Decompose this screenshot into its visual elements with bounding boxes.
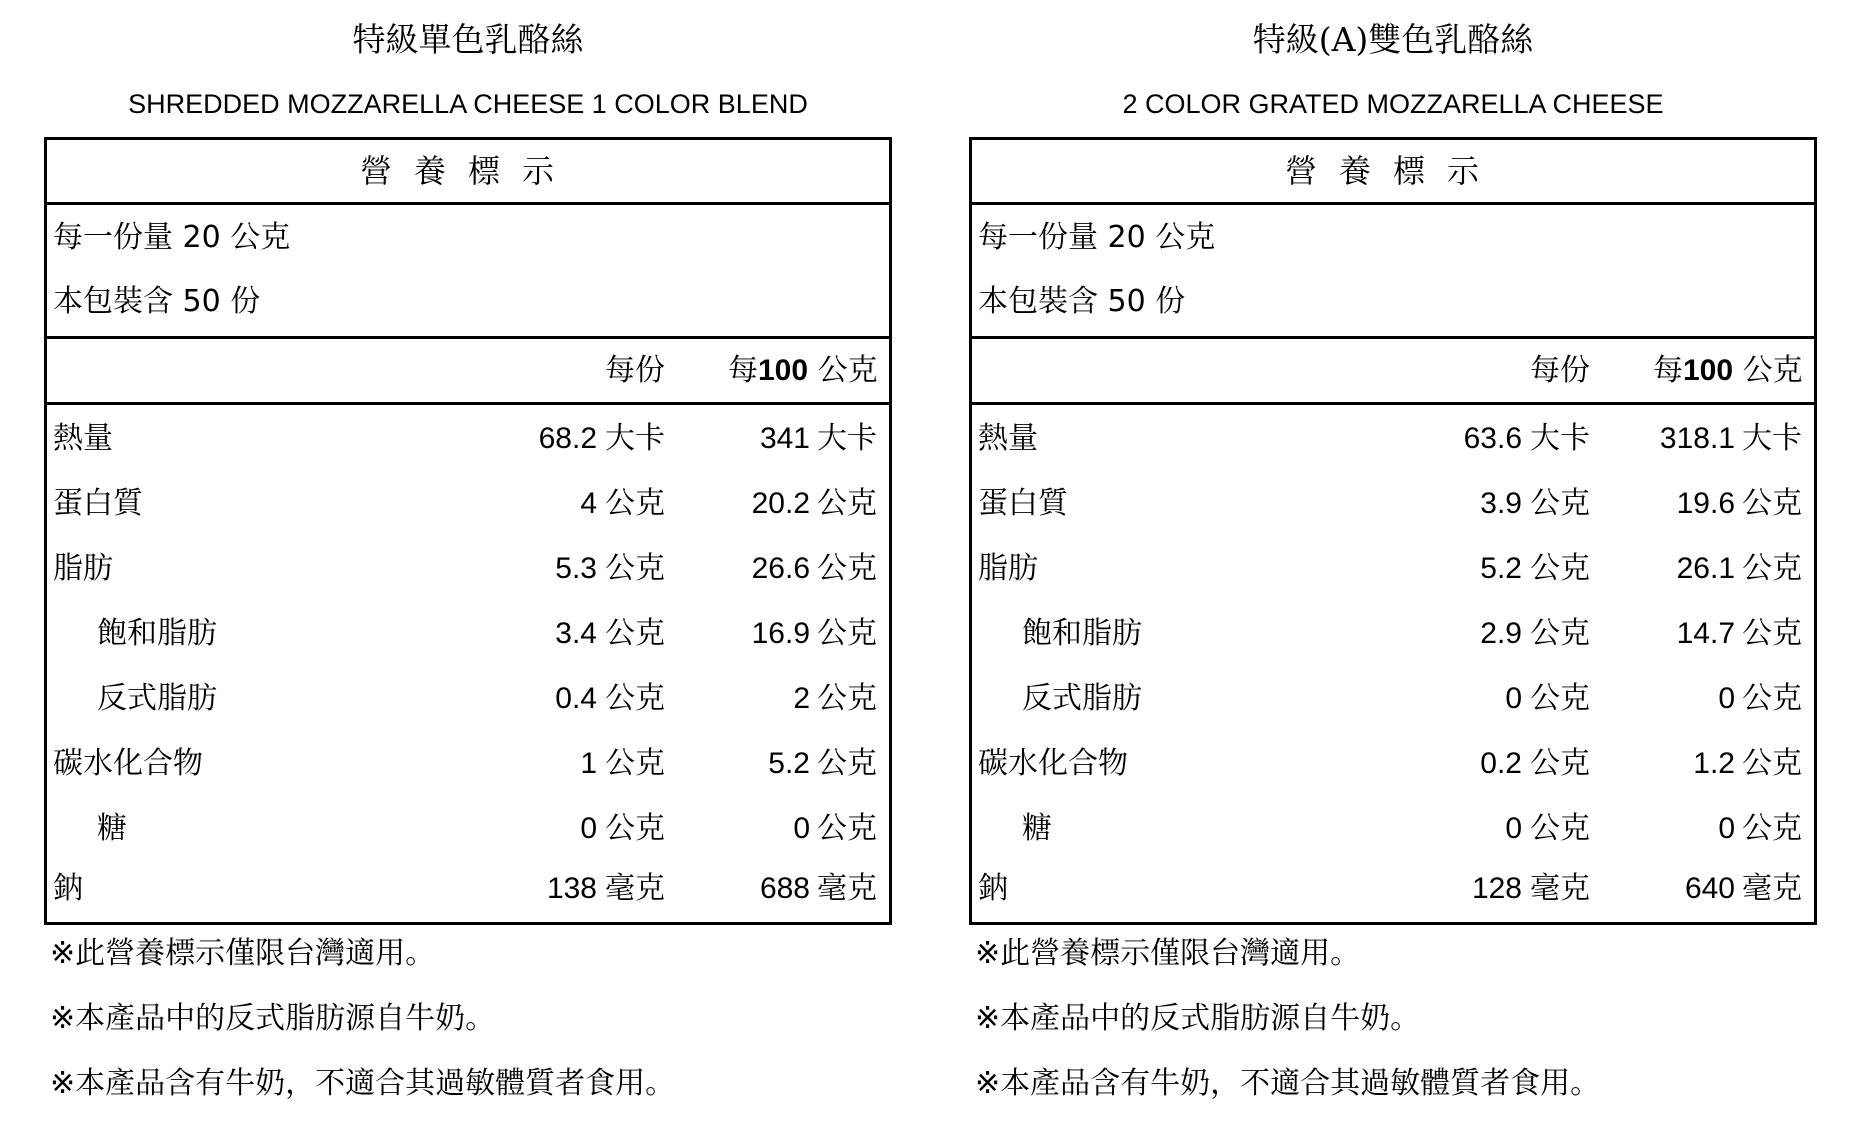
value-per-serving: 128 [1471, 872, 1522, 905]
unit-per-serving: 公克 [605, 681, 665, 716]
nutrient-row-fat [972, 536, 1814, 601]
unit-per-100g: 毫克 [817, 871, 877, 906]
unit-per-serving: 公克 [1530, 551, 1590, 586]
note-line: ※此營養標示僅限台灣適用。 [975, 936, 1361, 971]
nutrient-name: 熱量 [978, 421, 1038, 456]
value-per-100g: 1.2 [1693, 747, 1735, 780]
value-per-100g: 16.9 [751, 617, 810, 650]
nutrient-name: 碳水化合物 [978, 746, 1128, 781]
value-per-100g: 14.7 [1676, 617, 1735, 650]
unit-per-serving: 大卡 [1530, 421, 1590, 456]
unit-per-serving: 公克 [1530, 486, 1590, 521]
nutrition-heading: 營養標示 [972, 140, 1814, 205]
nutrient-name: 鈉 [978, 871, 1008, 906]
nutrient-row-energy [972, 406, 1814, 471]
serving-size: 每一份量 20 公克 [53, 220, 291, 255]
servings-per-pack: 本包裝含 50 份 [53, 284, 261, 319]
value-per-100g: 2 [793, 682, 810, 715]
unit-per-100g: 公克 [817, 746, 877, 781]
note-line: ※本產品含有牛奶，不適合其過敏體質者食用。 [50, 1066, 676, 1101]
value-per-serving: 0 [580, 812, 597, 845]
note-line: ※此營養標示僅限台灣適用。 [50, 936, 436, 971]
nutrient-name: 糖 [1022, 811, 1052, 846]
value-per-100g: 0 [1718, 812, 1735, 845]
value-per-serving: 0.2 [1480, 747, 1522, 780]
nutrient-name: 蛋白質 [53, 486, 143, 521]
nutrient-row-trans-fat [47, 666, 889, 731]
nutrient-name: 糖 [97, 811, 127, 846]
unit-per-serving: 毫克 [1530, 871, 1590, 906]
value-per-serving: 63.6 [1463, 422, 1522, 455]
unit-per-serving: 毫克 [605, 871, 665, 906]
nutrient-row-sodium [972, 856, 1814, 921]
col-header-per-serving: 每份 [605, 353, 665, 388]
col-header-per-100g-number: 100 [758, 354, 809, 387]
col-header-per-100g [1653, 340, 1803, 402]
unit-per-100g: 公克 [817, 811, 877, 846]
value-per-serving: 68.2 [538, 422, 597, 455]
value-per-100g: 5.2 [768, 747, 810, 780]
value-per-100g: 0 [1718, 682, 1735, 715]
value-per-100g: 19.6 [1676, 487, 1735, 520]
value-per-100g: 318.1 [1659, 422, 1735, 455]
unit-per-serving: 公克 [1530, 811, 1590, 846]
nutrient-name: 鈉 [53, 871, 83, 906]
value-per-serving: 138 [546, 872, 597, 905]
unit-per-100g: 公克 [817, 616, 877, 651]
unit-per-100g: 公克 [817, 681, 877, 716]
value-per-serving: 0.4 [555, 682, 597, 715]
note-line: ※本產品中的反式脂肪源自牛奶。 [975, 1001, 1421, 1036]
nutrient-row-carbohydrate [47, 731, 889, 796]
unit-per-100g: 公克 [1742, 616, 1802, 651]
value-per-serving: 5.2 [1480, 552, 1522, 585]
nutrient-name: 飽和脂肪 [1022, 616, 1142, 651]
value-per-100g: 0 [793, 812, 810, 845]
unit-per-serving: 公克 [605, 616, 665, 651]
unit-per-100g: 毫克 [1742, 871, 1802, 906]
nutrient-name: 反式脂肪 [97, 681, 217, 716]
nutrition-facts-table [44, 137, 892, 925]
unit-per-100g: 公克 [817, 486, 877, 521]
unit-per-100g: 公克 [1742, 746, 1802, 781]
unit-per-serving: 公克 [605, 551, 665, 586]
nutrition-facts-table [969, 137, 1817, 925]
nutrient-row-saturated-fat [47, 601, 889, 666]
unit-per-serving: 公克 [605, 811, 665, 846]
nutrient-name: 脂肪 [53, 551, 113, 586]
value-per-serving: 0 [1505, 812, 1522, 845]
nutrient-name: 飽和脂肪 [97, 616, 217, 651]
nutrient-name: 碳水化合物 [53, 746, 203, 781]
nutrient-row-carbohydrate [972, 731, 1814, 796]
product-title-en: SHREDDED MOZZARELLA CHEESE 1 COLOR BLEND [128, 89, 808, 119]
unit-per-serving: 公克 [605, 746, 665, 781]
value-per-100g: 341 [759, 422, 810, 455]
nutrient-row-energy [47, 406, 889, 471]
unit-per-100g: 大卡 [1742, 421, 1802, 456]
value-per-serving: 1 [580, 747, 597, 780]
nutrient-row-sugar [47, 796, 889, 861]
unit-per-100g: 公克 [1742, 681, 1802, 716]
serving-size: 每一份量 20 公克 [978, 220, 1216, 255]
divider [47, 402, 889, 405]
note-line: ※本產品中的反式脂肪源自牛奶。 [50, 1001, 496, 1036]
nutrient-row-saturated-fat [972, 601, 1814, 666]
nutrient-row-protein [972, 471, 1814, 536]
value-per-serving: 3.9 [1480, 487, 1522, 520]
nutrient-name: 脂肪 [978, 551, 1038, 586]
value-per-serving: 0 [1505, 682, 1522, 715]
value-per-serving: 4 [580, 487, 597, 520]
nutrient-row-fat [47, 536, 889, 601]
value-per-100g: 26.6 [751, 552, 810, 585]
nutrient-row-protein [47, 471, 889, 536]
unit-per-100g: 公克 [1742, 486, 1802, 521]
col-header-per-100g-unit: 公克 [817, 353, 878, 388]
unit-per-100g: 公克 [1742, 551, 1802, 586]
nutrient-name: 熱量 [53, 421, 113, 456]
unit-per-100g: 大卡 [817, 421, 877, 456]
nutrition-heading: 營養標示 [47, 140, 889, 205]
divider [972, 336, 1814, 339]
unit-per-serving: 公克 [605, 486, 665, 521]
nutrient-name: 反式脂肪 [1022, 681, 1142, 716]
col-header-per-100g [728, 340, 878, 402]
product-title-zh: 特級單色乳酪絲 [352, 20, 584, 59]
unit-per-serving: 公克 [1530, 746, 1590, 781]
nutrient-name: 蛋白質 [978, 486, 1068, 521]
unit-per-100g: 公克 [1742, 811, 1802, 846]
product-title-zh: 特級(A)雙色乳酪絲 [1252, 20, 1534, 59]
value-per-100g: 688 [759, 872, 810, 905]
unit-per-serving: 公克 [1530, 616, 1590, 651]
value-per-100g: 26.1 [1676, 552, 1735, 585]
col-header-per-100g-prefix: 每 [728, 353, 758, 388]
divider [972, 402, 1814, 405]
value-per-serving: 2.9 [1480, 617, 1522, 650]
nutrient-row-sugar [972, 796, 1814, 861]
servings-per-pack: 本包裝含 50 份 [978, 284, 1186, 319]
col-header-per-100g-unit: 公克 [1742, 353, 1803, 388]
unit-per-serving: 公克 [1530, 681, 1590, 716]
col-header-per-serving: 每份 [1530, 353, 1590, 388]
nutrient-row-trans-fat [972, 666, 1814, 731]
col-header-per-100g-prefix: 每 [1653, 353, 1683, 388]
note-line: ※本產品含有牛奶，不適合其過敏體質者食用。 [975, 1066, 1601, 1101]
value-per-serving: 3.4 [555, 617, 597, 650]
value-per-serving: 5.3 [555, 552, 597, 585]
value-per-100g: 20.2 [751, 487, 810, 520]
unit-per-serving: 大卡 [605, 421, 665, 456]
value-per-100g: 640 [1684, 872, 1735, 905]
nutrient-row-sodium [47, 856, 889, 921]
divider [47, 336, 889, 339]
col-header-per-100g-number: 100 [1683, 354, 1734, 387]
unit-per-100g: 公克 [817, 551, 877, 586]
product-title-en: 2 COLOR GRATED MOZZARELLA CHEESE [1122, 89, 1664, 119]
